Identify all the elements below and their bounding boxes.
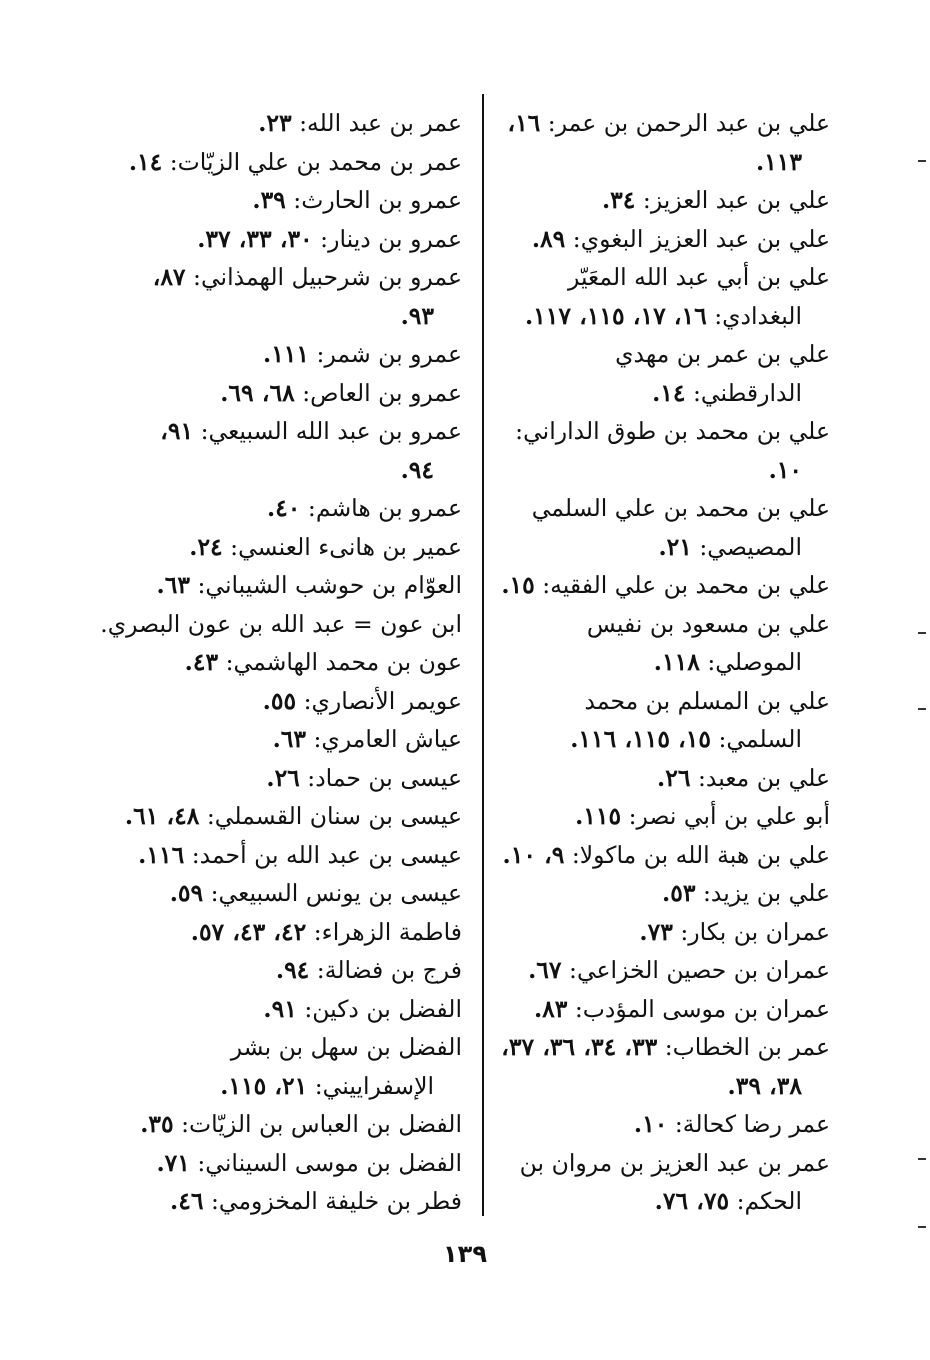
index-entry — [132, 759, 462, 798]
entry-name: عيسى بن عبد الله بن أحمد: — [191, 840, 462, 869]
margin-mark — [918, 1226, 926, 1228]
index-entry — [100, 605, 462, 644]
entry-name: عمرو بن الحارث: — [293, 186, 462, 214]
index-entry — [132, 682, 462, 721]
index-entry — [500, 951, 830, 990]
entry-name: علي بن عمر بن مهدي الدارقطني: — [615, 340, 830, 407]
entry-name: عمرو بن شمر: — [316, 340, 462, 368]
index-entry — [500, 682, 830, 759]
entry-pages: ٤٣. — [184, 648, 219, 676]
entry-pages: ٤٨، ٦١. — [124, 802, 200, 830]
entry-name: عيسى بن سنان القسملي: — [206, 802, 462, 830]
entry-pages: ٨٧، ٩٣. — [152, 263, 434, 330]
index-entry — [500, 836, 830, 875]
entry-name: علي بن محمد بن طوق الداراني: — [515, 417, 830, 445]
index-entry — [132, 258, 462, 335]
index-entry — [500, 220, 830, 259]
entry-name: ابن عون = عبد الله بن عون البصري. — [100, 609, 462, 638]
entry-pages: ٢٦. — [657, 763, 691, 792]
index-entry — [132, 528, 462, 567]
index-entry — [132, 220, 462, 259]
entry-name: علي بن المسلم بن محمد السلمي: — [584, 686, 830, 753]
entry-pages: ٤٢، ٤٣، ٥٧. — [190, 917, 307, 946]
entry-pages: ٣٩. — [252, 186, 286, 214]
index-entry — [132, 566, 462, 605]
entry-pages: ٤٠. — [266, 494, 301, 522]
entry-name: عياش العامري: — [313, 725, 462, 753]
entry-pages: ٦٧. — [528, 956, 562, 984]
column-divider — [482, 94, 484, 1216]
entry-name: علي بن هبة الله بن ماكولا: — [571, 840, 830, 869]
entry-name: فرج بن فضالة: — [316, 956, 462, 984]
entry-pages: ٩١. — [263, 994, 297, 1023]
margin-mark — [918, 1158, 926, 1160]
entry-pages: ٨٣. — [533, 994, 568, 1023]
entry-pages: ٩١، ٩٤. — [160, 417, 434, 484]
entry-pages: ١١٦. — [138, 840, 185, 869]
index-entry — [132, 374, 462, 413]
entry-pages: ٢٣. — [258, 109, 292, 137]
entry-pages: ٣٣، ٣٤، ٣٦، ٣٧، ٣٨، ٣٩. — [501, 1033, 802, 1100]
index-entry — [500, 874, 830, 913]
entry-name: عويمر الأنصاري: — [303, 686, 462, 715]
index-entry — [500, 566, 830, 605]
entry-pages: ٧١. — [156, 1148, 190, 1177]
index-entry — [500, 489, 830, 566]
entry-pages: ١١١. — [263, 340, 310, 368]
entry-pages: ٣٠، ٣٣، ٣٧. — [197, 224, 313, 253]
entry-name: عمرو بن العاص: — [302, 378, 462, 407]
entry-pages: ٢٦. — [266, 763, 300, 792]
margin-mark — [918, 632, 926, 634]
entry-pages: ١١٥. — [575, 802, 622, 830]
page-number: ١٣٩ — [443, 1240, 487, 1268]
index-entry — [500, 913, 830, 952]
index-entry — [132, 489, 462, 528]
index-entry — [500, 605, 830, 682]
entry-name: علي بن محمد بن علي السلمي المصيصي: — [531, 494, 830, 561]
entry-pages: ١١٨. — [653, 648, 700, 676]
entry-name: علي بن عبد العزيز البغوي: — [572, 224, 830, 253]
index-entry — [132, 951, 462, 990]
entry-pages: ٥٣. — [662, 879, 696, 907]
entry-name: عيسى بن حماد: — [307, 763, 462, 792]
margin-mark — [918, 160, 926, 162]
entry-name: علي بن محمد بن علي الفقيه: — [542, 571, 830, 599]
entry-name: فاطمة الزهراء: — [313, 917, 462, 946]
entry-pages: ١٤. — [128, 147, 163, 176]
entry-pages: ٢١. — [658, 532, 692, 561]
index-entry — [132, 836, 462, 875]
index-entry — [132, 104, 462, 143]
entry-pages: ٨٩. — [531, 224, 566, 253]
index-entry — [132, 643, 462, 682]
index-entry — [132, 990, 462, 1029]
index-entry — [500, 1105, 830, 1144]
entry-pages: ٧٣. — [639, 917, 673, 946]
entry-name: علي بن أبي عبد الله المعَيّر البغدادي: — [567, 263, 830, 330]
index-column-left — [100, 104, 462, 1221]
index-entry — [500, 990, 830, 1029]
index-entry — [132, 181, 462, 220]
entry-name: عمر بن عبد الله: — [299, 109, 462, 137]
index-entry — [500, 412, 830, 489]
entry-pages: ١٤. — [652, 378, 686, 407]
entry-name: الفضل بن موسى السيناني: — [197, 1148, 462, 1177]
index-entry — [132, 1105, 462, 1144]
index-entry — [132, 1144, 462, 1183]
entry-name: علي بن عبد الرحمن بن عمر: — [547, 109, 830, 137]
entry-pages: ١٦، ١٧، ١١٥، ١١٧. — [524, 301, 707, 330]
entry-name: الفضل بن سهل بن بشر الإسفراييني: — [230, 1033, 462, 1100]
entry-name: عمير بن هانىء العنسي: — [230, 532, 462, 561]
margin-mark — [918, 708, 926, 710]
entry-name: عمر بن عبد العزيز بن مروان بن الحكم: — [519, 1148, 830, 1215]
entry-pages: ٢١، ١١٥. — [220, 1071, 308, 1100]
entry-name: عيسى بن يونس السبيعي: — [210, 879, 462, 907]
entry-name: الفضل بن العباس بن الزيّات: — [181, 1110, 462, 1138]
entry-pages: ٩، ١٠. — [502, 840, 565, 869]
entry-name: عمر بن محمد بن علي الزيّات: — [169, 147, 462, 176]
index-entry — [128, 143, 462, 182]
index-entry — [132, 335, 462, 374]
entry-pages: ١٥. — [501, 571, 535, 599]
index-entry — [132, 1182, 462, 1221]
index-entry — [500, 181, 830, 220]
index-entry — [500, 797, 830, 836]
entry-name: عمران بن بكار: — [680, 917, 830, 946]
entry-name: علي بن عبد العزيز: — [642, 186, 830, 214]
entry-pages: ٢٤. — [189, 532, 223, 561]
entry-name: فطر بن خليفة المخزومي: — [210, 1187, 462, 1215]
index-entry — [132, 913, 462, 952]
entry-name: عمران بن موسى المؤدب: — [574, 994, 830, 1023]
entry-name: عمر رضا كحالة: — [674, 1110, 830, 1138]
entry-pages: ٣٥. — [140, 1110, 174, 1138]
index-entry — [500, 335, 830, 412]
entry-pages: ٦٣. — [156, 571, 190, 599]
entry-pages: ١٥، ١١٥، ١١٦. — [570, 725, 711, 753]
entry-name: عمرو بن دينار: — [320, 224, 462, 253]
index-entry — [500, 258, 830, 335]
entry-name: علي بن مسعود بن نفيس الموصلي: — [586, 609, 830, 676]
entry-name: عمرو بن هاشم: — [307, 494, 462, 522]
entry-name: علي بن يزيد: — [702, 879, 830, 907]
index-entry — [132, 412, 462, 489]
entry-pages: ٥٥. — [262, 686, 297, 715]
index-column-right — [500, 104, 830, 1221]
entry-name: علي بن معبد: — [697, 763, 830, 792]
entry-name: العوّام بن حوشب الشيباني: — [197, 571, 462, 599]
entry-pages: ٥٩. — [169, 879, 204, 907]
index-entry — [132, 1028, 462, 1105]
entry-pages: ٦٨، ٦٩. — [220, 378, 295, 407]
entry-name: أبو علي بن أبي نصر: — [628, 802, 830, 830]
index-entry — [132, 874, 462, 913]
entry-name: عمرو بن شرحبيل الهمذاني: — [193, 263, 462, 291]
entry-name: الفضل بن دكين: — [304, 994, 462, 1023]
entry-pages: ٤٦. — [170, 1187, 204, 1215]
index-entry — [124, 797, 462, 836]
entry-name: عمرو بن عبد الله السبيعي: — [200, 417, 462, 445]
index-entry — [500, 1144, 830, 1221]
entry-name: عون بن محمد الهاشمي: — [225, 648, 462, 676]
entry-pages: ٦٣. — [272, 725, 307, 753]
entry-pages: ٧٥، ٧٦. — [654, 1187, 730, 1215]
entry-pages: ٣٤. — [601, 186, 636, 214]
index-entry — [500, 1028, 830, 1105]
index-entry — [500, 104, 830, 181]
entry-pages: ١٠. — [768, 455, 802, 484]
entry-name: عمران بن حصين الخزاعي: — [569, 956, 830, 984]
entry-pages: ١٦، ١١٣. — [507, 109, 802, 176]
entry-pages: ١٠. — [633, 1110, 668, 1138]
index-entry — [132, 720, 462, 759]
entry-name: عمر بن الخطاب: — [664, 1033, 830, 1061]
index-entry — [500, 759, 830, 798]
entry-pages: ٩٤. — [275, 956, 310, 984]
